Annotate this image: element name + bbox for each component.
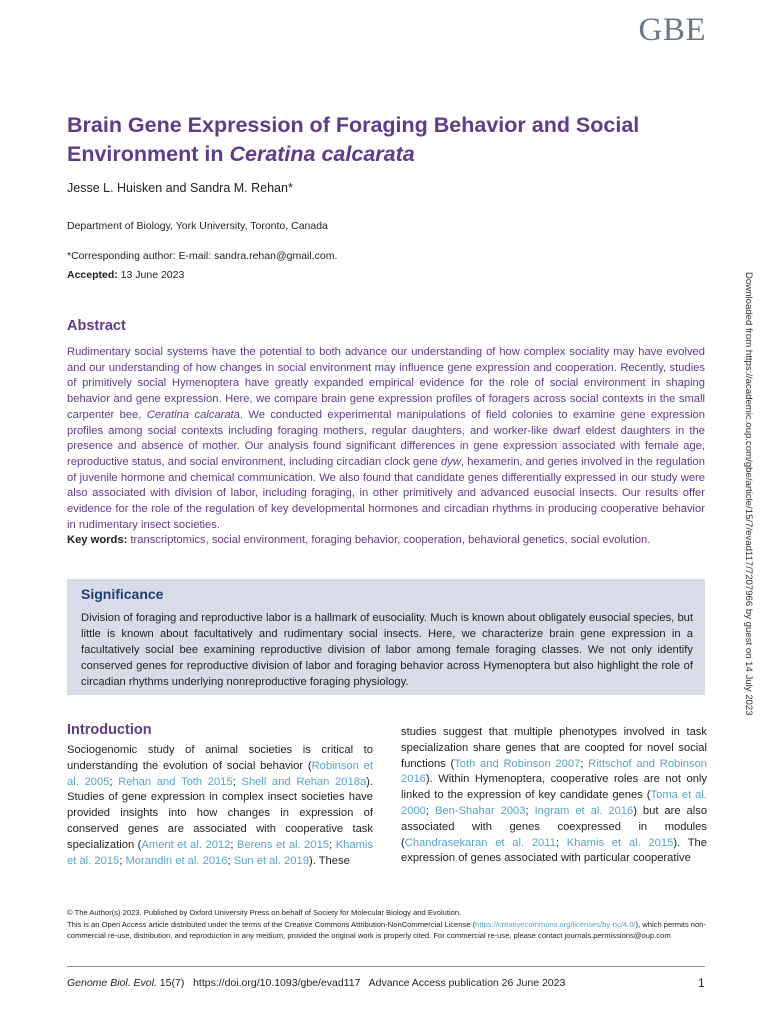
copyright-notice: [67, 907, 707, 942]
intro-text: ;: [232, 775, 242, 788]
intro-text: ). Within Hymenoptera, cooperative roles are not only linked to the expression of key candidate genes (: [401, 773, 707, 802]
intro-text: ;: [580, 757, 589, 770]
intro-text: ;: [227, 854, 234, 867]
footer-journal: Genome Biol. Evol.: [67, 977, 157, 989]
license-line: [67, 919, 707, 942]
abstract-part: Rudimentary social systems have the potential to both advance our understanding of how complex sociality may have evolved and our understanding of how changes in social environment may influence gene expression and cooperation. Recently, studies of primitively social Hymenoptera have greatly expanded empirical evidence for the role of social environment in shaping behavior and gene expression. Here, we compare brain gene expression profiles of foragers across social contexts in the small carpenter bee,: [67, 346, 705, 421]
citation-link[interactable]: Ingram et al. 2016: [534, 804, 634, 817]
citation-link[interactable]: Ament et al. 2012: [141, 838, 231, 851]
significance-heading: Significance: [81, 586, 164, 602]
citation-link[interactable]: Chandrasekaran et al. 2011: [404, 836, 556, 849]
article-title: [67, 111, 707, 169]
citation-link[interactable]: Khamis et al. 2015: [566, 836, 674, 849]
citation-link[interactable]: Khamis et al. 2015: [67, 838, 374, 867]
title-species: Ceratina calcarata: [229, 142, 415, 166]
copyright-line: © The Author(s) 2023. Published by Oxford University Press on behalf of Society for Molecular Biology and Evolution.: [67, 908, 462, 917]
citation-link[interactable]: Toth and Robinson 2007: [454, 757, 581, 770]
intro-text: ;: [119, 854, 126, 867]
footer-details: 15(7) https://doi.org/10.1093/gbe/evad117 Advance Access publication 26 June 2023: [156, 977, 566, 989]
download-note: [740, 272, 754, 752]
keywords: [67, 534, 707, 546]
intro-column-right: [401, 725, 707, 867]
intro-column-left: [67, 743, 373, 869]
intro-text: ). These: [308, 854, 350, 867]
intro-text: ;: [109, 775, 119, 788]
significance-box: [67, 579, 705, 695]
corresponding-author: *Corresponding author: E-mail: sandra.rehan@gmail.com.: [67, 250, 338, 262]
citation-link[interactable]: Ben-Shahar 2003: [434, 804, 526, 817]
citation-link[interactable]: Shell and Rehan 2018a: [241, 775, 367, 788]
license-link[interactable]: https://creativecommons.org/licenses/by-nc/4.0/: [475, 919, 636, 929]
intro-text: ). Studies of gene expression in complex insect societies have provided insights into how changes in expression of conserved genes are associated with cooperative task specialization (: [67, 775, 374, 851]
abstract-species: Ceratina calcarata: [146, 408, 240, 421]
abstract-part: , hexamerin, and genes involved in the regulation of juvenile hormone and chemical communication. We also found that candidate genes differentially expressed in our study were also associated with division of labor, including foraging, in other primitively and advanced eusocial insects. Our results offer evidence for the role of the regulation of key developmental hormones and circadian rhythms in producing cooperative behavior in rudimentary insect societies.: [67, 455, 705, 531]
citation-link[interactable]: Morandin et al. 2016: [125, 854, 228, 867]
abstract-part: . We conducted experimental manipulations of field colonies to examine gene expression profiles among social contexts including foraging mothers, regular daughters, and worker-like dwarf eldest daughters in the presence and absence of mother. Our analysis found significant differences in gene expression associated with female age, reproductive status, and social environment, including circadian clock gene: [67, 408, 706, 468]
keywords-text: transcriptomics, social environment, foraging behavior, cooperation, behavioral genetics, social evolution.: [127, 534, 651, 546]
intro-text: ;: [329, 838, 336, 851]
author-list: Jesse L. Huisken and Sandra M. Rehan*: [67, 181, 293, 195]
footer-divider: [67, 966, 705, 967]
intro-text: studies suggest that multiple phenotypes involved in task specialization share genes that are coopted for novel social functions (: [401, 726, 707, 770]
abstract-heading: Abstract: [67, 318, 126, 334]
citation-link[interactable]: Rittschof and Robinson 2016: [401, 757, 708, 786]
intro-text: ;: [525, 804, 535, 817]
accepted-value: 13 June 2023: [117, 269, 185, 281]
citation-link[interactable]: Sun et al. 2019: [233, 854, 309, 867]
keywords-label: Key words:: [67, 534, 128, 546]
intro-text: ;: [555, 836, 567, 849]
abstract-gene: dyw: [441, 455, 461, 468]
intro-text: ). The expression of genes associated with particular cooperative: [401, 836, 707, 865]
journal-logo: GBE: [638, 12, 706, 48]
intro-text: Sociogenomic study of animal societies is critical to understanding the evolution of social behavior (: [67, 744, 373, 772]
citation-link[interactable]: Rehan and Toth 2015: [118, 775, 233, 788]
abstract-text: [67, 345, 705, 533]
citation-link[interactable]: Berens et al. 2015: [237, 838, 330, 851]
accepted-label: Accepted:: [67, 269, 118, 281]
introduction-heading: Introduction: [67, 722, 152, 738]
significance-text: Division of foraging and reproductive labor is a hallmark of eusociality. Much is known about obligately eusocial species, but little is known about facultatively and rudimentary social insects. Here, we characterize brain gene expression in a facultatively social bee examining reproductive division of labor among female foraging classes. We not only identify conserved genes for reproductive division of labor and foraging behavior across Hymenoptera but also highlight the role of circadian rhythms underlying nonreproductive foraging physiology.: [81, 612, 693, 688]
license-text: This is an Open Access article distributed under the terms of the Creative Commons Attribution-NonCommercial License (: [67, 919, 476, 929]
license-text: ), which permits non-commercial re-use, distribution, and reproduction in any medium, provided the original work is properly cited. For commercial re-use, please contact journals.permissions@oup.com: [67, 919, 707, 940]
footer-citation: [67, 977, 565, 989]
page-number: 1: [698, 976, 705, 990]
intro-text: ) but are also associated with genes coexpressed in modules (: [401, 804, 708, 849]
citation-link[interactable]: Toma et al. 2000: [401, 789, 707, 817]
citation-link[interactable]: Robinson et al. 2005: [67, 759, 373, 788]
affiliation: Department of Biology, York University, Toronto, Canada: [67, 220, 328, 232]
accepted-date: [67, 269, 184, 281]
download-note-text: Downloaded from https://academic.oup.com/gbe/article/15/7/evad117/7207966 by guest on 14 July 2023: [743, 272, 754, 716]
intro-text: ;: [425, 804, 435, 817]
intro-text: ;: [230, 838, 237, 851]
title-text: Brain Gene Expression of Foraging Behavior and Social Environment in: [67, 113, 640, 166]
